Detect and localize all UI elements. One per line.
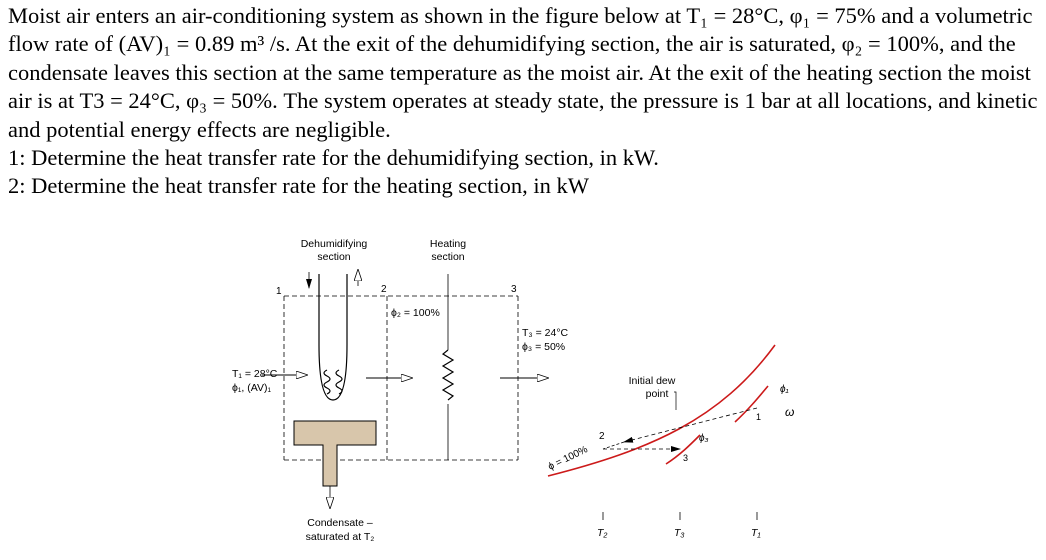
phi1-label: ϕ₁ <box>780 384 789 395</box>
dew-point-label-line2: point <box>645 388 669 400</box>
state-3-label: 3 <box>511 284 517 295</box>
heating-title-line1: Heating <box>429 238 467 250</box>
state-1-label: 1 <box>276 286 282 297</box>
axis-label-t2: T₂ <box>597 527 608 539</box>
phi1-curve <box>735 386 768 422</box>
condensate-tray <box>294 421 376 486</box>
saturation-label: ϕ = 100% <box>546 444 590 473</box>
figure <box>0 226 1046 560</box>
question-2: 2: Determine the heat transfer rate for the heating section, in kW <box>8 173 590 199</box>
condensate-label-line1: Condensate – <box>307 517 373 529</box>
schematic <box>232 238 569 543</box>
psych-point-2: 2 <box>599 431 605 442</box>
outlet-temperature: T₃ = 24°C <box>522 327 569 339</box>
phi3-label: ϕ₃ <box>699 433 709 444</box>
psych-point-3: 3 <box>683 453 689 463</box>
psychrometric-sketch <box>546 345 794 539</box>
inlet-phi-flow: ϕ₁, (AV)₁ <box>232 382 272 394</box>
question-1: 1: Determine the heat transfer rate for the dehumidifying section, in kW. <box>8 145 659 171</box>
axis-label-t1: T₁ <box>751 527 761 539</box>
dehumid-title-line1: Dehumidifying <box>300 238 368 250</box>
inlet-temperature: T₁ = 28°C <box>232 368 278 380</box>
cooling-coil <box>319 274 347 400</box>
state-2-label: 2 <box>381 284 387 295</box>
phi2-label: ϕ₂ = 100% <box>391 307 440 319</box>
problem-text <box>8 2 1038 201</box>
dehumid-title-line2: section <box>317 251 351 263</box>
heater-coil <box>443 350 453 400</box>
condensate-label-line2: saturated at T₂ <box>305 531 375 543</box>
dew-point-label-line1: Initial dew <box>628 375 676 387</box>
omega-label: ω <box>785 405 795 419</box>
dew-point-leader <box>674 392 676 410</box>
outlet-phi: ϕ₃ = 50% <box>522 341 566 353</box>
process-dew-to-2 <box>603 442 624 449</box>
process-1-to-dew <box>624 408 757 442</box>
problem-statement: Moist air enters an air-conditioning system as shown in the figure below at T₁ = 28°C, φ₁ = 75% and a volumetric flow rate of (AV)₁ = 0.89 m³ /s. At the exit of the dehumidifying section, the air is saturated, φ₂ = 100%, and the condensate leaves this section at the same temperature as the moist air. At the exit of the heating section the moist air is at T3 = 24°C, φ₃ = 50%. The system operates at steady state, the pressure is 1 bar at all locations, and kinetic and potential energy effects are negligible. <box>8 3 1038 142</box>
heating-title-line2: section <box>431 251 465 263</box>
psych-point-1: 1 <box>756 412 762 422</box>
axis-label-t3: T₃ <box>674 527 685 539</box>
